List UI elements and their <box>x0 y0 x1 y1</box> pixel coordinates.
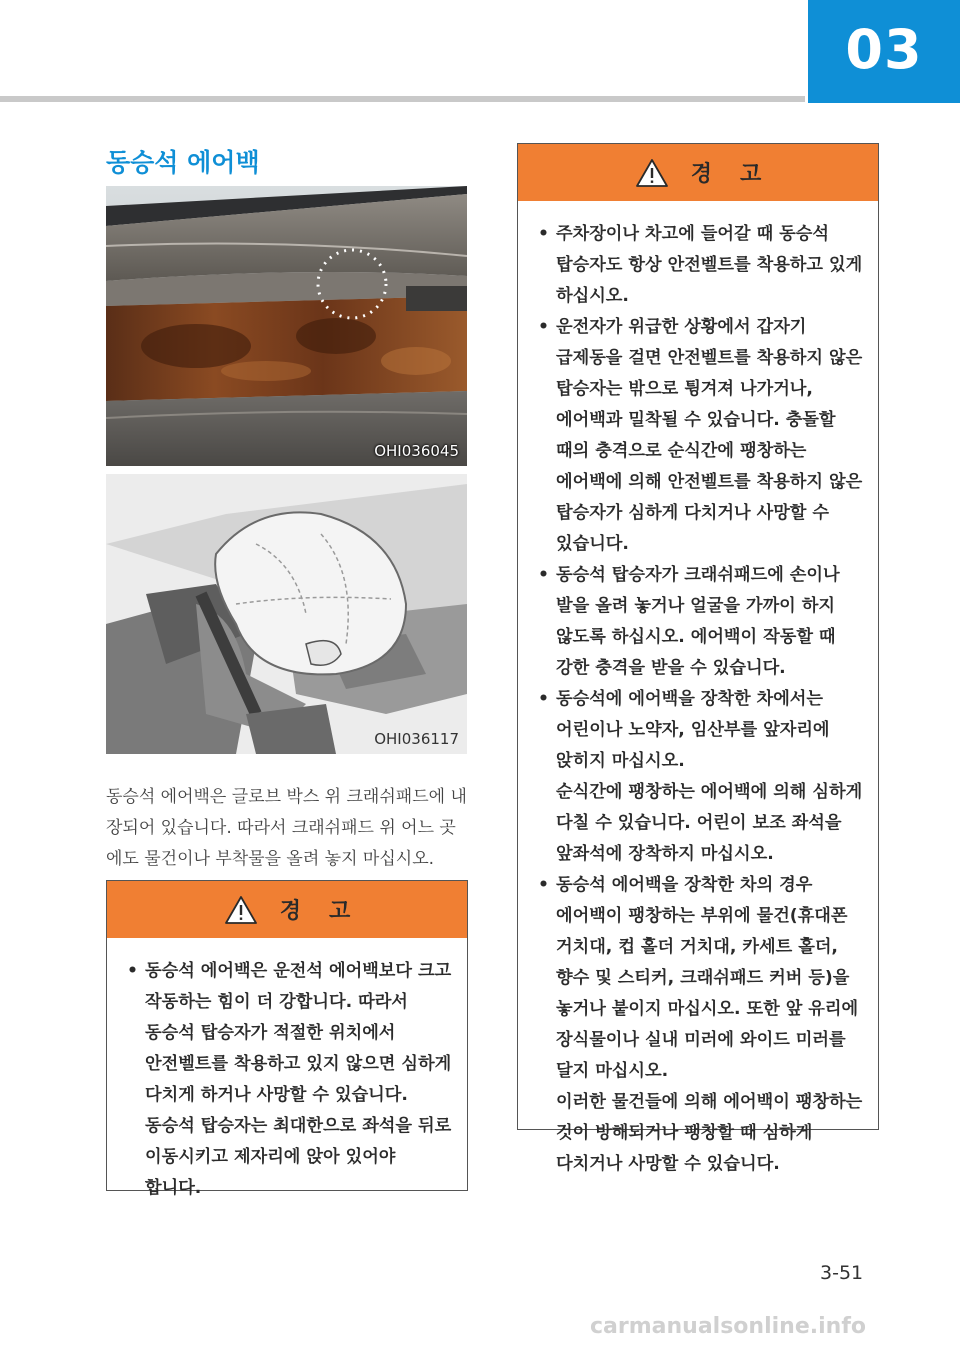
page-number: 3-51 <box>820 1262 864 1284</box>
warning-item-text: 동승석 에어백을 장착한 차의 경우 에어백이 팽창하는 부위에 물건(휴대폰 거치대, 컵 홀더 거치대, 카세트 홀더, 향수 및 스티커, 크래쉬패드 커버 등)을 놓거나 붙이지 마십시오. 또한 앞 유리에 장식물이나 실내 미러에 와이드 미러를 달지 마십시오. <box>556 875 859 1081</box>
warning-item-text: 동승석에 에어백을 장착한 차에서는 어린이나 노약자, 임산부를 앞자리에 앉히지 마십시오. <box>556 689 830 771</box>
warning-item-subtext: 순식간에 팽창하는 에어백에 의해 심하게 다칠 수 있습니다. 어린이 보조 좌석을 앞좌석에 장착하지 마십시오. <box>556 782 863 864</box>
warning-item-text: 운전자가 위급한 상황에서 갑자기 급제동을 걸면 안전벨트를 착용하지 않은 탑승자는 밖으로 튕겨져 나가거나, 에어백과 밀착될 수 있습니다. 충돌할 때의 충격으로 순식간에 팽창하는 에어백에 의해 안전벨트를 착용하지 않은 탑승자가 심하게 다치거나 사망할 수 있습니다. <box>556 317 863 554</box>
warning-item <box>536 312 864 560</box>
warning-box-right <box>517 143 879 1174</box>
warning-item <box>536 560 864 684</box>
warning-item <box>536 684 864 870</box>
watermark: carmanualsonline.info <box>590 1314 866 1339</box>
dashboard-illustration <box>106 186 467 466</box>
header-rule <box>0 96 805 102</box>
warning-item-subtext: 이러한 물건들에 의해 에어백이 팽창하는 것이 방해되거나 팽창할 때 심하게 다치거나 사망할 수 있습니다. <box>556 1092 863 1174</box>
warning-body <box>518 201 878 1196</box>
chapter-tab: 03 <box>808 0 960 103</box>
warning-header <box>518 144 878 201</box>
body-paragraph: 동승석 에어백은 글로브 박스 위 크래쉬패드에 내장되어 있습니다. 따라서 크래쉬패드 위 어느 곳에도 물건이나 부착물을 올려 놓지 마십시오. <box>106 787 467 869</box>
warning-title: 경고 <box>279 899 379 924</box>
warning-item <box>536 870 864 1180</box>
warning-triangle-icon <box>224 895 258 925</box>
warning-body <box>107 938 467 1220</box>
warning-item <box>536 219 864 312</box>
deployment-illustration <box>106 474 467 754</box>
warning-box-left <box>106 880 468 1198</box>
figure-code: OHI036045 <box>374 442 459 460</box>
warning-item-text: 주차장이나 차고에 들어갈 때 동승석 탑승자도 항상 안전벨트를 착용하고 있게 하십시오. <box>556 224 863 306</box>
warning-item <box>125 956 453 1204</box>
section-title: 동승석 에어백 <box>106 148 260 177</box>
figure-code: OHI036117 <box>374 730 459 748</box>
warning-item-subtext: 동승석 탑승자는 최대한으로 좌석을 뒤로 이동시키고 제자리에 앉아 있어야 합니다. <box>145 1116 452 1198</box>
warning-header <box>107 881 467 938</box>
airbag-deployment-figure <box>106 474 467 754</box>
dashboard-airbag-figure <box>106 186 467 466</box>
warning-item-text: 동승석 탑승자가 크래쉬패드에 손이나 발을 올려 놓거나 얼굴을 가까이 하지 않도록 하십시오. 에어백이 작동할 때 강한 충격을 받을 수 있습니다. <box>556 565 840 678</box>
warning-triangle-icon <box>635 158 669 188</box>
warning-item-text: 동승석 에어백은 운전석 에어백보다 크고 작동하는 힘이 더 강합니다. 따라서 동승석 탑승자가 적절한 위치에서 안전벨트를 착용하고 있지 않으면 심하게 다치게 하거나 사망할 수 있습니다. <box>145 961 452 1105</box>
warning-title: 경고 <box>690 162 790 187</box>
